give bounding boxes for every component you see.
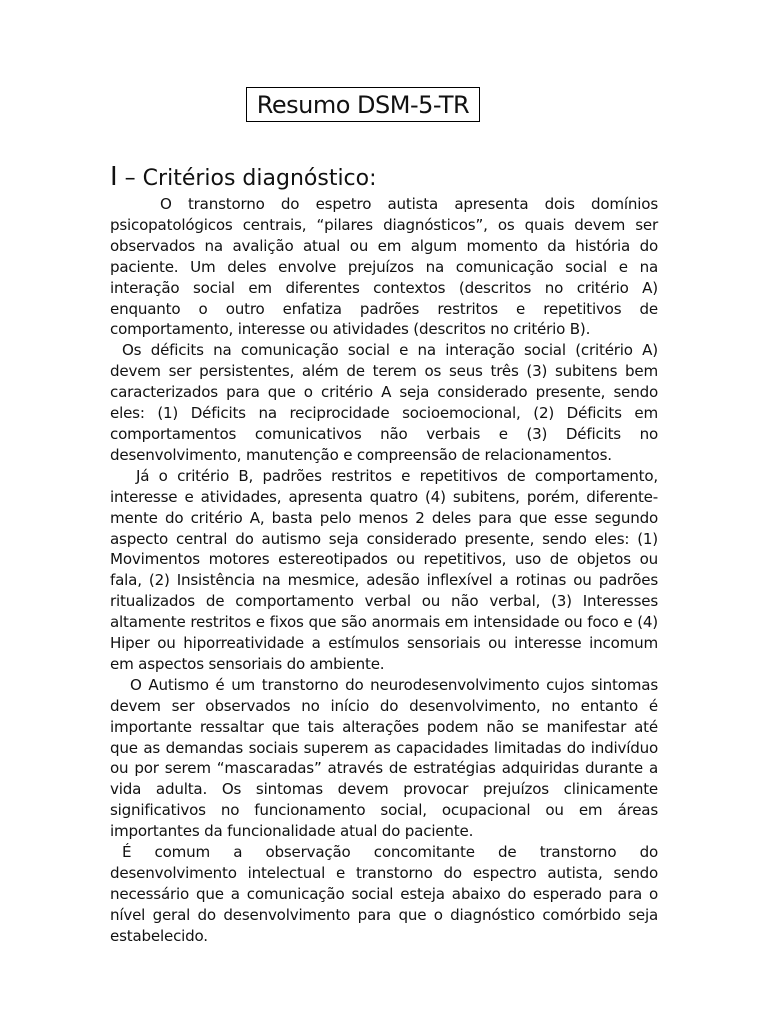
document-title-text: Resumo DSM-5-TR	[256, 90, 470, 119]
section-number: I	[110, 162, 118, 192]
section-heading	[110, 162, 377, 192]
paragraph-5: É comum a observação concomitante de transtorno do desenvolvimento intelectual e transtorno do espectro autista, sendo necessário que a comunicação social esteja abaixo do esperado para o nível geral do desenvolvimento para que o diagnóstico comórbido seja estabelecido.	[110, 843, 658, 945]
paragraph-4: O Autismo é um transtorno do neurodesenvolvimento cujos sintomas devem ser observados no início do desenvolvimento, no entanto é importante ressaltar que tais alterações podem não se manifestar até que as demandas sociais superem as capacidades limitadas do indivíduo ou por serem “mascaradas” através de estratégias adquiridas durante a vida adulta. Os sintomas devem provocar prejuízos clinicamente significativos no funcionamento social, ocupacional ou em áreas importantes da funcionalidade atual do paciente.	[110, 675, 658, 841]
paragraph-3: Já o critério B, padrões restritos e repetitivos de comportamento, interesse e atividades, apresenta quatro (4) subitens, porém, diferente-mente do critério A, basta pelo menos 2 deles para que esse segundo aspecto central do autismo seja considerado presente, sendo eles: (1) Movimentos motores estereotipados ou repetitivos, uso de objetos ou fala, (2) Insistência na mesmice, adesão inflexível a rotinas ou padrões ritualizados de comportamento verbal ou não verbal, (3) Interesses altamente restritos e fixos que são anormais em intensidade ou foco e (4) Hiper ou hiporreatividade a estímulos sensoriais ou interesse incomum em aspectos sensoriais do ambiente.	[110, 466, 658, 673]
document-title	[246, 87, 480, 122]
paragraph-1: O transtorno do espetro autista apresenta dois domínios psicopatológicos centrais, “pilares diagnósticos”, os quais devem ser observados na avalição atual ou em algum momento da história do paciente. Um deles envolve prejuízos na comunicação social e na interação social em diferentes contextos (descritos no critério A) enquanto o outro enfatiza padrões restritos e repetitivos de comportamento, interesse ou atividades (descritos no critério B).	[110, 195, 658, 339]
section-heading-text: Critérios diagnóstico:	[142, 166, 377, 191]
section-dash: –	[117, 166, 143, 191]
paragraph-2: Os déficits na comunicação social e na interação social (critério A) devem ser persistentes, além de terem os seus três (3) subitens bem caracterizados para que o critério A seja considerado presente, sendo eles: (1) Déficits na reciprocidade socioemocional, (2) Déficits em comportamentos comunicativos não verbais e (3) Déficits no desenvolvimento, manutenção e compreensão de relacionamentos.	[110, 341, 658, 464]
body-text	[110, 194, 658, 947]
